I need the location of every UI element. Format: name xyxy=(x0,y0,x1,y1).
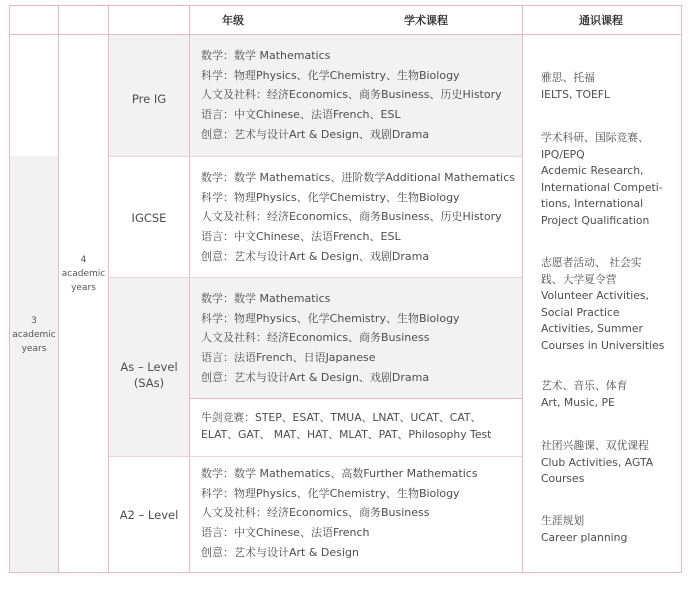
list-item: 人文及社科：经济Economics、商务Business、历史History xyxy=(201,210,502,224)
list-item: 语言：法语French、日语Japanese xyxy=(201,351,376,365)
list-item: 人文及社科：经济Economics、商务Business xyxy=(201,506,430,520)
list-item: 语言：中文Chinese、法语French、ESL xyxy=(201,108,401,122)
list-item: 创意：艺术与设计Art & Design、戏剧Drama xyxy=(201,370,430,384)
list-item: 创意：艺术与设计Art & Design xyxy=(201,545,359,559)
list-item: 科学：物理Physics、化学Chemistry、生物Biology xyxy=(201,311,460,325)
list-item: 创意：艺术与设计Art & Design、戏剧Drama xyxy=(201,249,430,263)
list-item: 数学：数学 Mathematics xyxy=(201,292,331,305)
courses-a2 xyxy=(201,464,521,562)
list-item: 数学：数学 Mathematics、高数Further Mathematics xyxy=(201,467,478,480)
list-item: 创意：艺术与设计Art & Design、戏剧Drama xyxy=(201,127,430,141)
competitions: 牛剑竞赛：STEP、ESAT、TMUA、LNAT、UCAT、CAT、 ELAT、GAT、 MAT、HAT、MLAT、PAT、Philosophy Test xyxy=(201,411,492,441)
courses-igcse xyxy=(201,168,521,266)
shade-years-col xyxy=(10,156,58,572)
general-volunteer: 志愿者活动、 社会实 践、大学夏令营 Volunteer Activities, Social Practice Activities, Summer Courses in Universities xyxy=(541,256,665,352)
list-item: 语言：中文Chinese、法语French、ESL xyxy=(201,230,401,244)
list-item: 数学：数学 Mathematics、进阶数学Additional Mathematics xyxy=(201,171,515,184)
level-igcse: IGCSE xyxy=(131,211,167,225)
header-general-courses: 通识课程 xyxy=(579,14,623,27)
level-as: As – Level (SAs) xyxy=(120,360,178,390)
level-a2: A2 – Level xyxy=(119,508,179,522)
list-item: 科学：物理Physics、化学Chemistry、生物Biology xyxy=(201,190,460,204)
general-clubs: 社团兴趣课、双优课程 Club Activities, AGTA Courses xyxy=(541,439,654,485)
total-years-label: 3 academic years xyxy=(12,316,56,354)
general-research: 学术科研、国际竞赛、 IPQ/EPQ Acdemic Research, International Competi- tions, International Project Qualification xyxy=(541,131,663,227)
igcse-years-label: 4 academic years xyxy=(61,255,106,293)
header-grade: 年级 xyxy=(222,14,244,27)
courses-pre-ig xyxy=(201,46,521,144)
list-item: 语言：中文Chinese、法语French xyxy=(201,526,370,540)
list-item: 人文及社科：经济Economics、商务Business xyxy=(201,331,430,345)
list-item: 数学：数学 Mathematics xyxy=(201,49,331,62)
level-pre-ig: Pre IG xyxy=(131,92,167,106)
courses-as-level xyxy=(201,289,521,387)
list-item: 人文及社科：经济Economics、商务Business、历史History xyxy=(201,88,502,102)
list-item: 科学：物理Physics、化学Chemistry、生物Biology xyxy=(201,486,460,500)
general-arts: 艺术、音乐、体育 Art, Music, PE xyxy=(541,379,628,409)
list-item: 科学：物理Physics、化学Chemistry、生物Biology xyxy=(201,68,460,82)
header-academic-courses: 学术课程 xyxy=(404,14,448,27)
general-ielts: 雅思、托福 IELTS, TOEFL xyxy=(541,71,610,101)
general-career: 生涯规划 Career planning xyxy=(541,514,628,544)
